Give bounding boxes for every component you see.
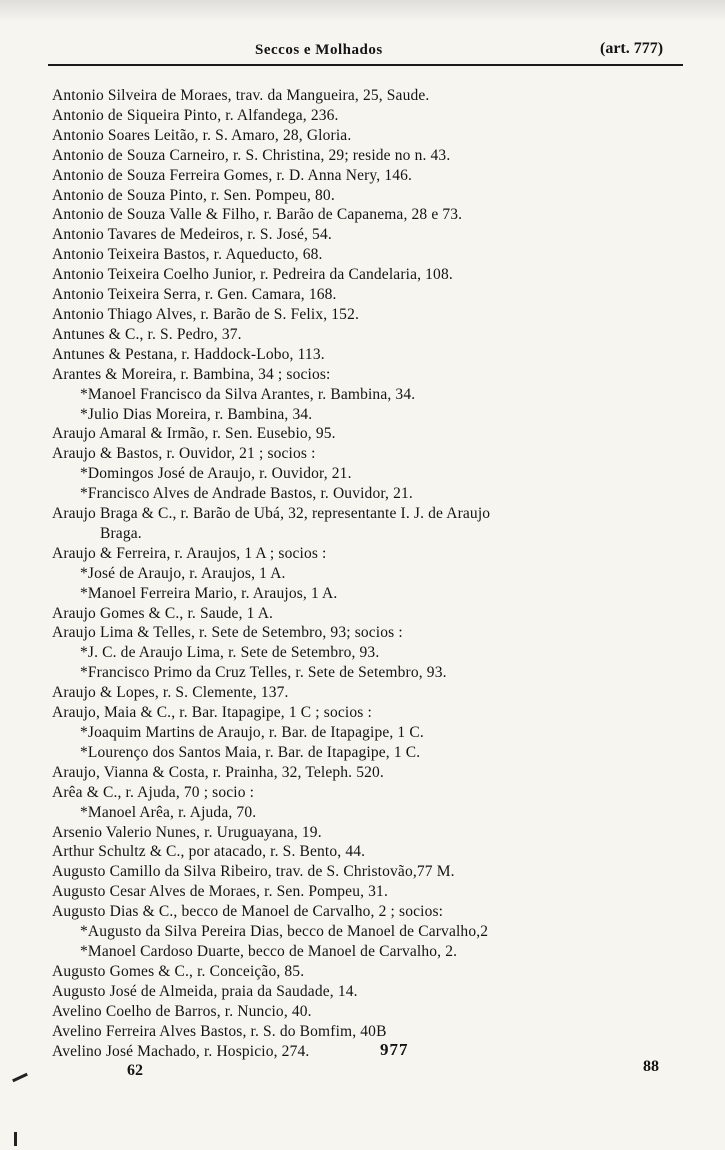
directory-entry: Augusto Camillo da Silva Ribeiro, trav. de S. Christovão,77 M.	[52, 863, 455, 881]
directory-entry: Araujo Gomes & C., r. Saude, 1 A.	[52, 604, 274, 622]
page-header	[0, 36, 725, 66]
directory-entry: Araujo, Maia & C., r. Bar. Itapagipe, 1 C ; socios :	[52, 704, 372, 722]
partner-entry: *Domingos José de Araujo, r. Ouvidor, 21.	[80, 465, 352, 483]
partner-entry: *J. C. de Araujo Lima, r. Sete de Setembro, 93.	[80, 644, 380, 662]
partner-entry: *Manoel Ferreira Mario, r. Araujos, 1 A.	[80, 584, 338, 602]
section-title: Seccos e Molhados	[255, 42, 383, 58]
partner-entry: *Joaquim Martins de Araujo, r. Bar. de Itapagipe, 1 C.	[80, 724, 424, 741]
directory-entry: Antonio de Souza Valle & Filho, r. Barão de Capanema, 28 e 73.	[52, 206, 463, 224]
directory-entry: Araujo Braga & C., r. Barão de Ubá, 32, representante I. J. de Araujo	[52, 505, 491, 523]
signature-mark-left: 62	[127, 1062, 143, 1079]
directory-entry: Augusto José de Almeida, praia da Saudade, 14.	[52, 982, 358, 1000]
partner-entry: *Manoel Francisco da Silva Arantes, r. Bambina, 34.	[80, 385, 416, 403]
directory-entry: Avelino José Machado, r. Hospicio, 274.	[52, 1042, 310, 1060]
directory-entry: Antonio Soares Leitão, r. S. Amaro, 28, Gloria.	[52, 126, 352, 144]
article-reference: (art. 777)	[600, 40, 664, 57]
directory-entry: Arthur Schultz & C., por atacado, r. S. Bento, 44.	[52, 843, 366, 861]
directory-entry: Antonio Tavares de Medeiros, r. S. José, 54.	[52, 226, 332, 244]
directory-entry: Arêa & C., r. Ajuda, 70 ; socio :	[52, 783, 255, 801]
directory-entry: Araujo Amaral & Irmão, r. Sen. Eusebio, 95.	[52, 425, 336, 443]
directory-entry: Araujo & Ferreira, r. Araujos, 1 A ; socios :	[52, 544, 327, 562]
partner-entry: *Lourenço dos Santos Maia, r. Bar. de Itapagipe, 1 C.	[80, 743, 421, 761]
partner-entry: *Francisco Alves de Andrade Bastos, r. Ouvidor, 21.	[80, 485, 413, 503]
directory-entry: Avelino Coelho de Barros, r. Nuncio, 40.	[52, 1002, 312, 1020]
partner-entry: *Manoel Cardoso Duarte, becco de Manoel de Carvalho, 2.	[80, 942, 458, 960]
directory-entry: Araujo, Vianna & Costa, r. Prainha, 32, Teleph. 520.	[52, 763, 384, 781]
directory-entry: Augusto Cesar Alves de Moraes, r. Sen. Pompeu, 31.	[52, 883, 388, 901]
partner-entry: *Julio Dias Moreira, r. Bambina, 34.	[80, 405, 313, 423]
directory-entry: Antunes & C., r. S. Pedro, 37.	[52, 325, 242, 343]
directory-entry: Augusto Gomes & C., r. Conceição, 85.	[52, 962, 305, 980]
header-rule	[48, 64, 683, 66]
entry-continuation: Braga.	[100, 524, 142, 542]
directory-entry: Antonio Thiago Alves, r. Barão de S. Felix, 152.	[52, 305, 359, 323]
directory-entry: Antonio de Souza Carneiro, r. S. Christina, 29; reside no n. 43.	[52, 146, 451, 164]
directory-entry: Antonio Teixeira Coelho Junior, r. Pedreira da Candelaria, 108.	[52, 266, 453, 284]
directory-entry: Araujo Lima & Telles, r. Sete de Setembro, 93; socios :	[52, 624, 403, 642]
directory-entry: Antonio de Souza Pinto, r. Sen. Pompeu, 80.	[52, 186, 335, 204]
directory-entry: Araujo & Lopes, r. S. Clemente, 137.	[52, 684, 289, 702]
partner-entry: *Manoel Arêa, r. Ajuda, 70.	[80, 803, 257, 821]
page-number-center: 977	[380, 1040, 409, 1059]
directory-entry: Antonio Silveira de Moraes, trav. da Mangueira, 25, Saude.	[52, 87, 430, 104]
partner-entry: *José de Araujo, r. Araujos, 1 A.	[80, 564, 286, 582]
directory-entry: Antonio Teixeira Bastos, r. Aqueducto, 68.	[52, 246, 323, 264]
partner-entry: *Francisco Primo da Cruz Telles, r. Sete de Setembro, 93.	[80, 664, 447, 682]
directory-entry: Antunes & Pestana, r. Haddock-Lobo, 113.	[52, 345, 325, 363]
directory-entry: Arsenio Valerio Nunes, r. Uruguayana, 19.	[52, 823, 322, 841]
margin-mark	[14, 1132, 17, 1146]
directory-list	[52, 86, 712, 1061]
directory-entry: Avelino Ferreira Alves Bastos, r. S. do Bomfim, 40B	[52, 1022, 387, 1040]
directory-entry: Augusto Dias & C., becco de Manoel de Carvalho, 2 ; socios:	[52, 903, 444, 921]
directory-entry: Araujo & Bastos, r. Ouvidor, 21 ; socios :	[52, 445, 316, 463]
directory-entry: Arantes & Moreira, r. Bambina, 34 ; socios:	[52, 365, 331, 383]
directory-entry: Antonio de Souza Ferreira Gomes, r. D. Anna Nery, 146.	[52, 166, 413, 184]
partner-entry: *Augusto da Silva Pereira Dias, becco de Manoel de Carvalho,2	[80, 923, 489, 941]
margin-mark	[12, 1073, 28, 1082]
page-number-right: 88	[643, 1058, 659, 1075]
page-edge-shading	[0, 0, 725, 22]
directory-entry: Antonio de Siqueira Pinto, r. Alfandega, 236.	[52, 106, 339, 124]
directory-entry: Antonio Teixeira Serra, r. Gen. Camara, 168.	[52, 286, 337, 304]
